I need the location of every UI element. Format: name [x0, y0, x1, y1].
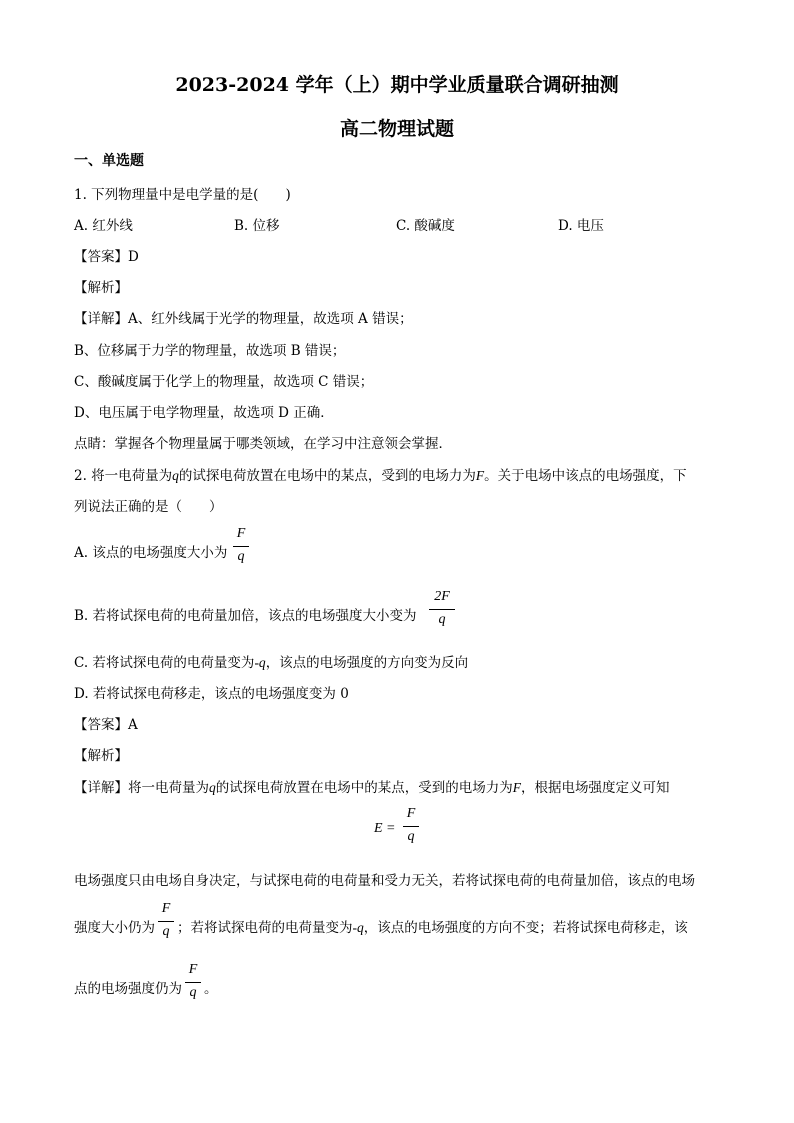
q2-answer: 【答案】A [74, 717, 138, 733]
formula-fraction: F q [403, 806, 419, 850]
q1-detail-line: B、位移属于力学的物理量，故选项 B 错误； [74, 343, 346, 359]
page-title: 2023-2024 学年（上）期中学业质量联合调研抽测 [175, 74, 619, 96]
q1-option-b: B. 位移 [234, 218, 280, 234]
formula-lhs: E = [374, 821, 396, 836]
q1-option-a: A. 红外线 [74, 218, 133, 234]
fraction-f-over-q: F q [185, 962, 201, 1006]
fraction-f-over-q: F q [158, 901, 174, 945]
q2-option-c: C. 若将试探电荷的电荷量变为-q，该点的电场强度的方向变为反向 [74, 655, 469, 671]
q1-detail-line: 【详解】A、红外线属于光学的物理量，故选项 A 错误； [74, 311, 413, 327]
q1-answer: 【答案】D [74, 249, 139, 265]
section-heading: 一、单选题 [74, 153, 144, 169]
q2-detail-line2: 电场强度只由电场自身决定，与试探电荷的电荷量和受力无关，若将试探电荷的电荷量加倍，该点的电场 [74, 873, 695, 889]
q2-stem-line1: 2. 将一电荷量为q的试探电荷放置在电场中的某点，受到的电场力为F。关于电场中该点的电场强度，下 [74, 468, 687, 484]
q2-option-d: D. 若将试探电荷移走，该点的电场强度变为 0 [74, 686, 349, 702]
q1-tip: 点睛：掌握各个物理量属于哪类领域，在学习中注意领会掌握． [74, 436, 452, 452]
q1-option-d: D. 电压 [558, 218, 604, 234]
fraction-f-over-q: F q [233, 526, 249, 570]
q2-detail-line3: 强度大小仍为 ；若将试探电荷的电荷量变为-q，该点的电场强度的方向不变；若将试探电荷移走，该 [74, 920, 688, 936]
fraction-2f-over-q: 2F q [429, 589, 455, 633]
q2-stem-line2: 列说法正确的是（ ） [74, 499, 223, 515]
q1-analysis-label: 【解析】 [74, 280, 128, 296]
q2-detail-line4: 点的电场强度仍为 。 [74, 981, 218, 997]
q1-stem: 1. 下列物理量中是电学量的是( ) [74, 187, 291, 203]
q1-detail-line: C、酸碱度属于化学上的物理量，故选项 C 错误； [74, 374, 374, 390]
page-subtitle: 高二物理试题 [339, 118, 454, 140]
q2-detail-line1: 【详解】将一电荷量为q的试探电荷放置在电场中的某点，受到的电场力为F，根据电场强度定义可知 [74, 780, 670, 796]
q2-analysis-label: 【解析】 [74, 748, 128, 764]
q1-detail-line: D、电压属于电学物理量，故选项 D 正确． [74, 405, 334, 421]
q1-option-c: C. 酸碱度 [396, 218, 455, 234]
q2-option-a: A. 该点的电场强度大小为 [74, 545, 228, 561]
q2-option-b: B. 若将试探电荷的电荷量加倍，该点的电场强度大小变为 [74, 608, 417, 624]
